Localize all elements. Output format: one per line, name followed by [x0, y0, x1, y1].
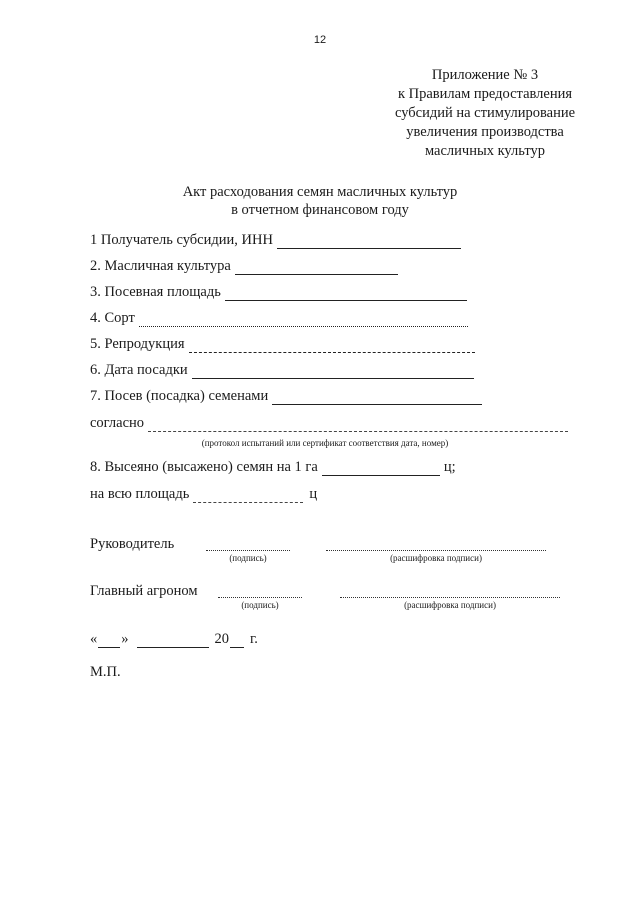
field-label: на всю площадь: [90, 486, 190, 502]
agronomist-label: Главный агроном: [90, 583, 198, 599]
planting-date-input-line[interactable]: [192, 366, 474, 379]
field-label: 1 Получатель субсидии, ИНН: [90, 232, 273, 248]
sowing-input-line[interactable]: [272, 392, 482, 405]
stamp-label: М.П.: [90, 664, 121, 680]
decoding-hint: (расшифровка подписи): [404, 600, 496, 610]
signature-hint: (подпись): [241, 600, 279, 610]
day-input-line[interactable]: [98, 635, 120, 648]
field-according: [90, 412, 568, 432]
head-decoding-line[interactable]: [326, 550, 546, 551]
date-line: [90, 628, 258, 648]
field-label: 5. Репродукция: [90, 336, 185, 352]
title-line-1: Акт расходования семян масличных культур: [182, 184, 458, 200]
field-reproduction: [90, 333, 475, 353]
signature-hint: (подпись): [229, 553, 267, 563]
field-label: согласно: [90, 415, 145, 431]
field-label: 2. Масличная культура: [90, 258, 231, 274]
field-crop: [90, 255, 398, 275]
sown-per-ha-input-line[interactable]: [322, 463, 440, 476]
appendix-line: Приложение № 3: [431, 67, 539, 83]
appendix-line: субсидий на стимулирование: [394, 105, 576, 121]
appendix-line: увеличения производства: [406, 124, 564, 140]
close-quote: »: [121, 631, 129, 647]
field-label: 7. Посев (посадка) семенами: [90, 388, 269, 404]
field-sown-per-ha: [90, 456, 456, 476]
field-label: 8. Высеяно (высажено) семян на 1 га: [90, 459, 318, 475]
year-suffix: г.: [250, 631, 258, 647]
month-input-line[interactable]: [137, 635, 209, 648]
according-input-line[interactable]: [148, 419, 568, 432]
field-sowing: [90, 385, 482, 405]
page-number: 12: [313, 34, 327, 46]
field-variety: [90, 307, 468, 327]
appendix-line: масличных культур: [424, 143, 545, 159]
reproduction-input-line[interactable]: [189, 340, 475, 353]
whole-area-input-line[interactable]: [193, 490, 303, 503]
head-label: Руководитель: [90, 536, 175, 552]
appendix-header: [380, 66, 590, 161]
field-planting-date: [90, 359, 474, 379]
agronomist-decoding-line[interactable]: [340, 597, 560, 598]
field-label: 3. Посевная площадь: [90, 284, 221, 300]
open-quote: «: [90, 631, 98, 647]
recipient-input-line[interactable]: [277, 236, 461, 249]
head-signature-line[interactable]: [206, 550, 290, 551]
field-area: [90, 281, 467, 301]
year-input-line[interactable]: [230, 635, 244, 648]
unit-label: ц: [309, 486, 318, 502]
area-input-line[interactable]: [225, 288, 467, 301]
field-recipient: [90, 229, 461, 249]
document-title: [100, 183, 540, 219]
appendix-line: к Правилам предоставления: [397, 86, 573, 102]
crop-input-line[interactable]: [235, 262, 398, 275]
according-hint: (протокол испытаний или сертификат соответствия дата, номер): [201, 438, 449, 448]
variety-input-line[interactable]: [139, 314, 468, 327]
title-line-2: в отчетном финансовом году: [231, 202, 409, 218]
field-whole-area: [90, 483, 317, 503]
field-label: 4. Сорт: [90, 310, 135, 326]
agronomist-signature-line[interactable]: [218, 597, 302, 598]
year-prefix: 20: [214, 631, 229, 647]
field-label: 6. Дата посадки: [90, 362, 188, 378]
unit-label: ц;: [443, 459, 456, 475]
decoding-hint: (расшифровка подписи): [390, 553, 482, 563]
